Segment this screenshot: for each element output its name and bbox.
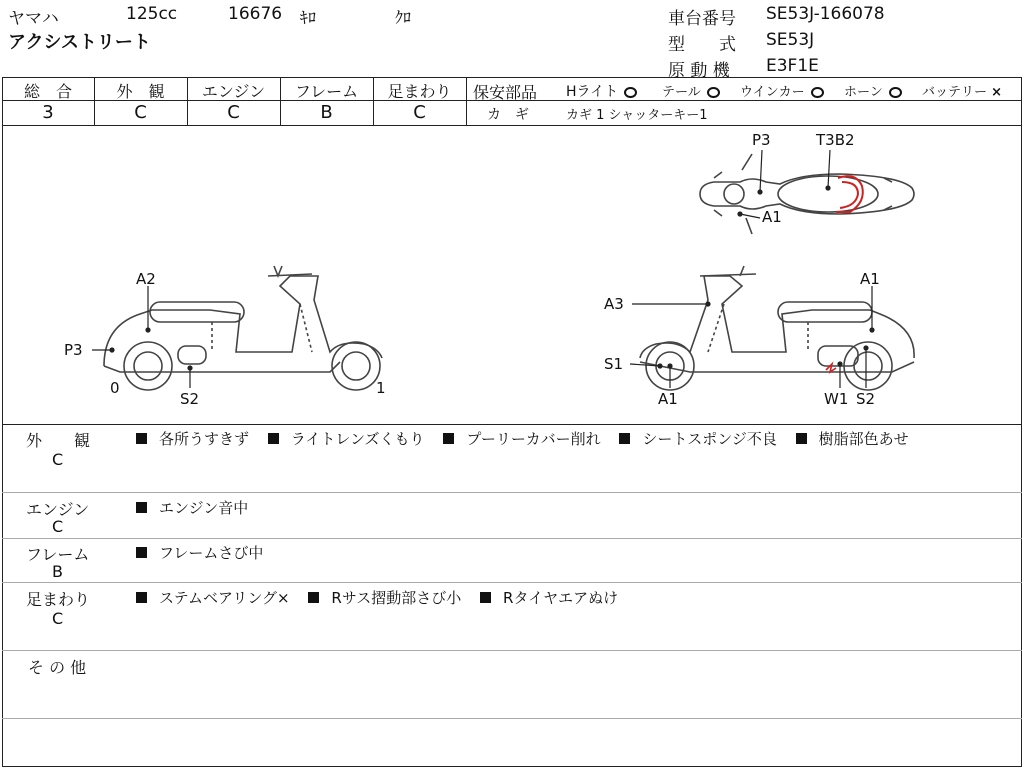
note-item [308, 589, 461, 607]
label-right-s2: S2 [856, 390, 876, 408]
note-item [136, 430, 249, 448]
note-item [136, 544, 263, 562]
section-label: 外 観 [26, 431, 91, 450]
section-label: 足まわり [26, 590, 91, 609]
note-text: エンジン音中 [159, 499, 249, 517]
ng-mark: × [991, 85, 1003, 100]
label-left-0: 0 [110, 379, 120, 397]
label-left-s2: S2 [180, 390, 200, 408]
key-value: カギ 1 シャッターキー1 [566, 108, 708, 123]
section-divider [2, 650, 1022, 651]
note-text: 樹脂部色あせ [818, 430, 909, 448]
safety-item-name: Hライト [566, 84, 619, 100]
score-value-frame: B [320, 102, 333, 123]
note-item [796, 430, 909, 448]
section-divider [2, 582, 1022, 583]
ok-mark-icon [811, 87, 824, 98]
score-value-exterior: C [134, 102, 147, 123]
score-sep [466, 77, 467, 125]
note-item [136, 499, 248, 517]
note-text: Rタイヤエアぬけ [503, 589, 619, 607]
type-label: 型 式 [668, 35, 736, 55]
section-other [0, 655, 1022, 715]
section-items [136, 428, 923, 449]
damage-marker-icon [826, 176, 863, 372]
section-divider [2, 718, 1022, 719]
safety-item-name: ホーン [844, 85, 883, 100]
bullet-icon [619, 433, 630, 444]
label-left-p3: P3 [64, 341, 83, 359]
note-text: ライトレンズくもり [290, 430, 425, 448]
safety-label: 保安部品 [473, 83, 538, 102]
section-items [136, 587, 632, 608]
label-left-1: 1 [376, 379, 386, 397]
label-right-s1: S1 [604, 355, 624, 373]
bullet-icon [136, 502, 147, 513]
divider-top [2, 77, 1022, 78]
bullet-icon [136, 433, 147, 444]
bullet-icon [268, 433, 279, 444]
section-divider [2, 538, 1022, 539]
score-value-overall: 3 [42, 102, 54, 123]
note-item [619, 430, 776, 448]
label-left-a2: A2 [136, 270, 156, 288]
section-label: エンジン [26, 500, 90, 519]
model-name: アクシストリート [8, 32, 151, 53]
section-suspension [0, 587, 1022, 647]
score-label-exterior: 外 観 [116, 82, 165, 101]
ok-mark-icon [707, 87, 720, 98]
divider-bottom [2, 766, 1022, 767]
bullet-icon [136, 592, 147, 603]
section-items [136, 497, 262, 518]
score-label-overall: 総 合 [23, 82, 72, 101]
safety-item-name: バッテリー [922, 85, 988, 100]
section-engine [0, 497, 1022, 537]
note-item [480, 589, 618, 607]
key-label: カ ギ [487, 107, 529, 123]
mileage-unit: ｷﾛ [300, 8, 317, 27]
score-label-suspension: 足まわり [387, 82, 452, 101]
safety-item-battery [922, 81, 1002, 100]
note-text: 各所うすきず [159, 430, 250, 448]
section-items [136, 542, 277, 563]
section-frame [0, 542, 1022, 582]
section-label: フレーム [26, 545, 90, 564]
label-top-t3b2: T3B2 [816, 131, 855, 149]
note-item [443, 430, 600, 448]
label-right-a1-bottom: A1 [658, 390, 678, 408]
safety-item-winker [740, 81, 824, 100]
top-view-scooter [700, 154, 914, 234]
label-top-a1: A1 [762, 208, 782, 226]
safety-mid [466, 100, 1022, 101]
label-right-w1: W1 [824, 390, 849, 408]
note-item [136, 589, 290, 607]
note-text: フレームさび中 [159, 544, 264, 562]
mileage: 16676 [228, 4, 283, 24]
note-item [268, 430, 425, 448]
bullet-icon [308, 592, 319, 603]
note-text: ステムベアリング× [159, 589, 290, 607]
label-right-a1-top: A1 [860, 270, 880, 288]
label-right-a3: A3 [604, 295, 624, 313]
section-divider [2, 492, 1022, 493]
frame-no: SE53J-166078 [766, 4, 885, 24]
bullet-icon [443, 433, 454, 444]
engine-label: 原 動 機 [668, 61, 730, 81]
maker: ヤマハ [8, 9, 59, 29]
frame-no-label: 車台番号 [668, 9, 736, 29]
section-label: そ の 他 [28, 658, 87, 677]
safety-item-headlight [566, 81, 637, 101]
safety-item-name: テール [662, 85, 701, 100]
ok-mark-icon [889, 87, 902, 98]
note-text: Rサス摺動部さび小 [331, 589, 462, 607]
engine-value: E3F1E [766, 56, 819, 76]
bullet-icon [136, 547, 147, 558]
section-exterior [0, 428, 1022, 488]
type-value: SE53J [766, 30, 815, 50]
section-grade: C [52, 517, 64, 536]
score-value-suspension: C [413, 102, 426, 123]
note-text: プーリーカバー削れ [466, 430, 601, 448]
ok-mark-icon [624, 87, 637, 98]
bullet-icon [796, 433, 807, 444]
safety-item-horn [844, 81, 902, 100]
score-label-frame: フレーム [294, 82, 359, 101]
label-top-p3: P3 [752, 131, 771, 149]
section-grade: B [52, 562, 63, 581]
note-text: シートスポンジ不良 [642, 430, 777, 448]
section-grade: C [52, 450, 64, 469]
score-label-engine: エンジン [201, 82, 266, 101]
color: ｸﾛ [395, 8, 412, 27]
divider-diagram [2, 424, 1022, 425]
section-grade: C [52, 609, 64, 628]
safety-item-tail [662, 81, 720, 100]
bullet-icon [480, 592, 491, 603]
displacement: 125cc [126, 4, 178, 24]
safety-item-name: ウインカー [740, 85, 805, 100]
score-value-engine: C [227, 102, 240, 123]
